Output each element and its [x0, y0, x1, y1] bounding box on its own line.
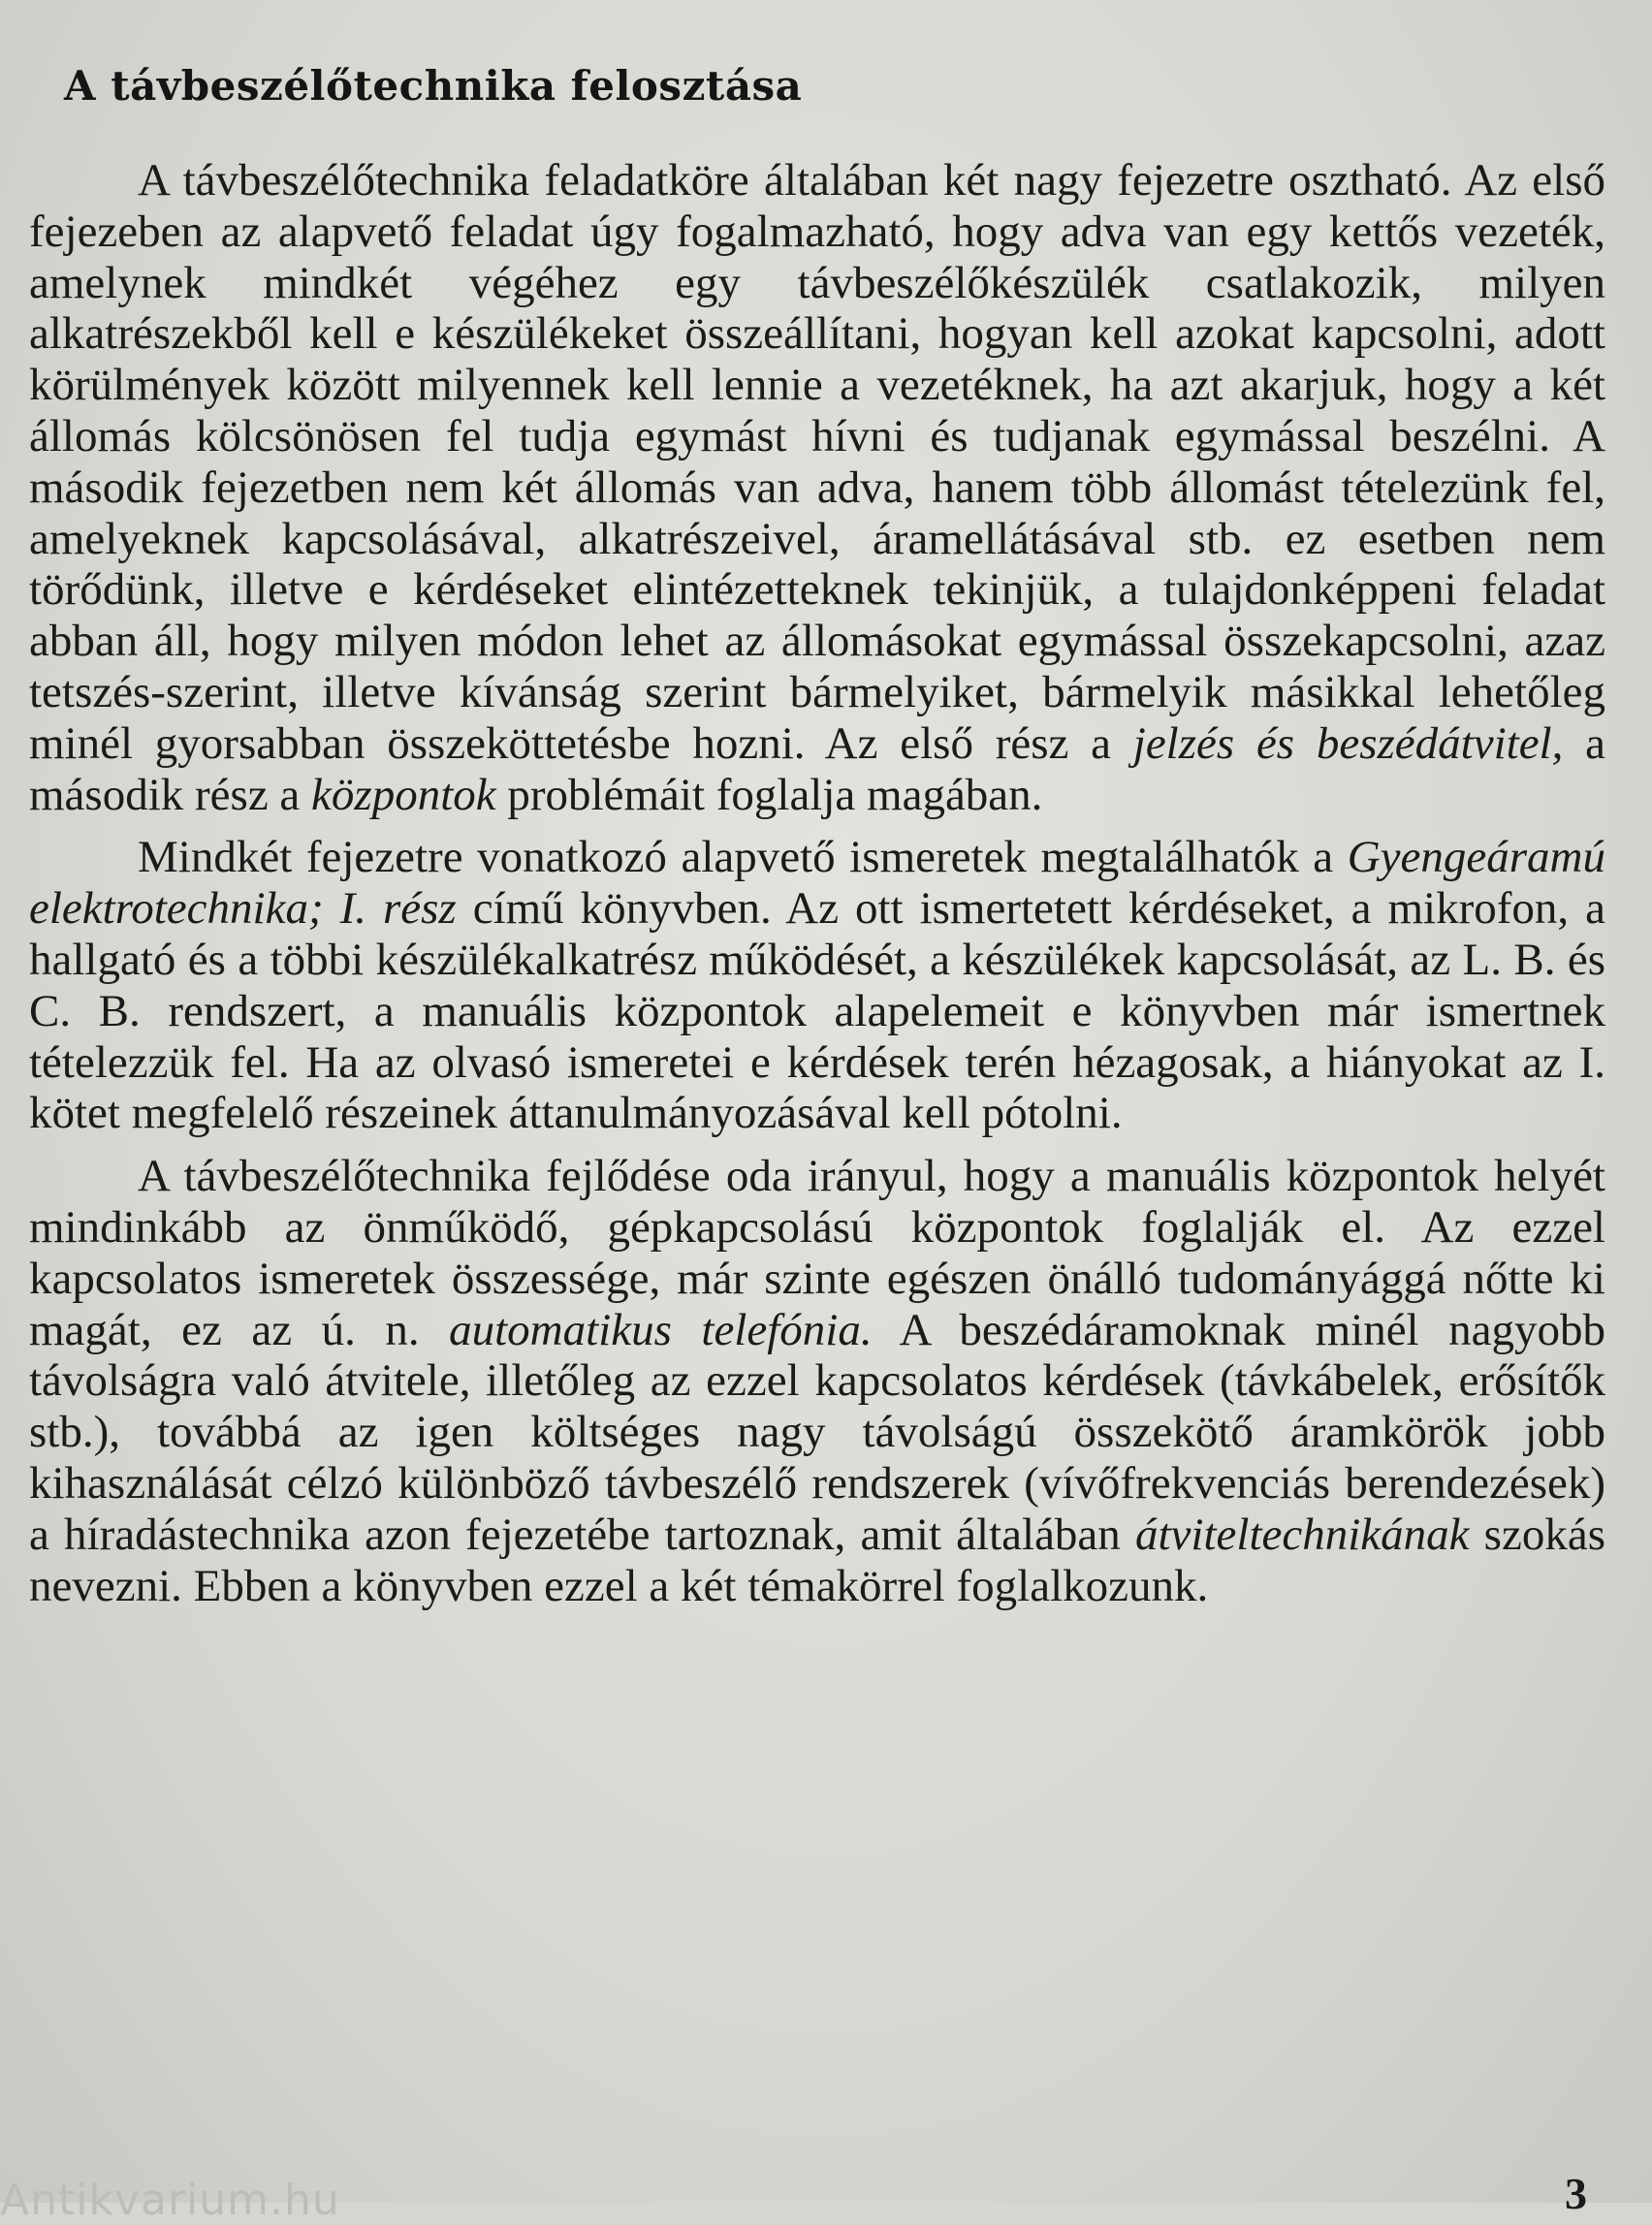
- paragraph-3-text-1: A távbeszélőtechnika fejlődése oda irányul, hogy a manuális központok helyét mindinkább az önműködő, gépkapcsolású központok foglalják el. Az ezzel kapcsolatos ismeretek összessége, már szinte egészen önálló tudományággá nőtte ki magát, ez az ú. n.: [29, 1151, 1605, 1355]
- paragraph-3-italic-telefonia: automatikus telefónia.: [449, 1304, 873, 1355]
- paragraph-2-italic-book-title: Gyengeáramú elektrotechnika; I. rész: [29, 832, 1605, 935]
- paragraph-3-text-2: A beszédáramoknak minél nagyobb távolságra való átvitele, illetőleg az ezzel kapcsolatos kérdések (távkábelek, erősítők stb.), továbbá az igen költséges nagy távolságú összekötő áramkörök jobb kihasználását célzó különböző távbeszélő rendszerek (vívőfrekvenciás berendezések) a híradástechnika azon fejezetébe tartoznak, amit általában: [29, 1304, 1605, 1560]
- paragraph-1-italic-jelzes: jelzés és beszédátvitel,: [1132, 717, 1564, 769]
- body-text: [29, 155, 1605, 1611]
- section-heading: A távbeszélőtechnika felosztása: [64, 62, 803, 110]
- paragraph-3-text-3: szokás nevezni. Ebben a könyvben ezzel a két témakörrel foglalkozunk.: [29, 1509, 1605, 1611]
- paragraph-3: [29, 1151, 1605, 1611]
- watermark: Antikvarium.hu: [0, 2176, 340, 2225]
- paragraph-3-italic-atviteltechnika: átviteltechnikának: [1134, 1509, 1470, 1560]
- paragraph-1-text-2: a második rész a: [29, 717, 1605, 820]
- paragraph-1-text-1: A távbeszélőtechnika feladatköre általában két nagy fejezetre osztható. Az első fejezeben az alapvető feladat úgy fogalmazható, hogy adva van egy kettős vezeték, amelynek mindkét végéhez egy távbeszélőkészülék csatlakozik, milyen alkatrészekből kell e készülékeket összeállítani, hogyan kell azokat kapcsolni, adott körülmények között milyennek kell lennie a vezetéknek, ha azt akarjuk, hogy a két állomás kölcsönösen fel tudja egymást hívni és tudjanak egymással beszélni. A második fejezetben nem két állomás van adva, hanem több állomást tételezünk fel, amelyeknek kapcsolásával, alkatrészeivel, áramellátásával stb. ez esetben nem törődünk, illetve e kérdéseket elintézetteknek tekinjük, a tulajdonképpeni feladat abban áll, hogy milyen módon lehet az állomásokat egymással összekapcsolni, azaz tetszés-szerint, illetve kívánság szerint bármelyiket, bármelyik másikkal lehetőleg minél gyorsabban összeköttetésbe hozni. Az első rész a: [29, 155, 1605, 769]
- paragraph-1-italic-kozpontok: központok: [311, 769, 496, 820]
- page-number: 3: [1565, 2169, 1587, 2218]
- paragraph-2: [29, 832, 1605, 1139]
- paragraph-1-text-3: problémáit foglalja magában.: [495, 769, 1043, 820]
- paragraph-2-text-1: Mindkét fejezetre vonatkozó alapvető ismeretek megtalálhatók a: [138, 832, 1348, 883]
- paragraph-2-text-2: című könyvben. Az ott ismertetett kérdéseket, a mikrofon, a hallgató és a többi készülékalkatrész működését, a készülékek kapcsolását, az L. B. és C. B. rendszert, a manuális központok alapelemeit e könyvben már ismertnek tételezzük fel. Ha az olvasó ismeretei e kérdések terén hézagosak, a hiányokat az I. kötet megfelelő részeinek áttanulmányozásával kell pótolni.: [29, 883, 1605, 1139]
- paragraph-1: [29, 155, 1605, 820]
